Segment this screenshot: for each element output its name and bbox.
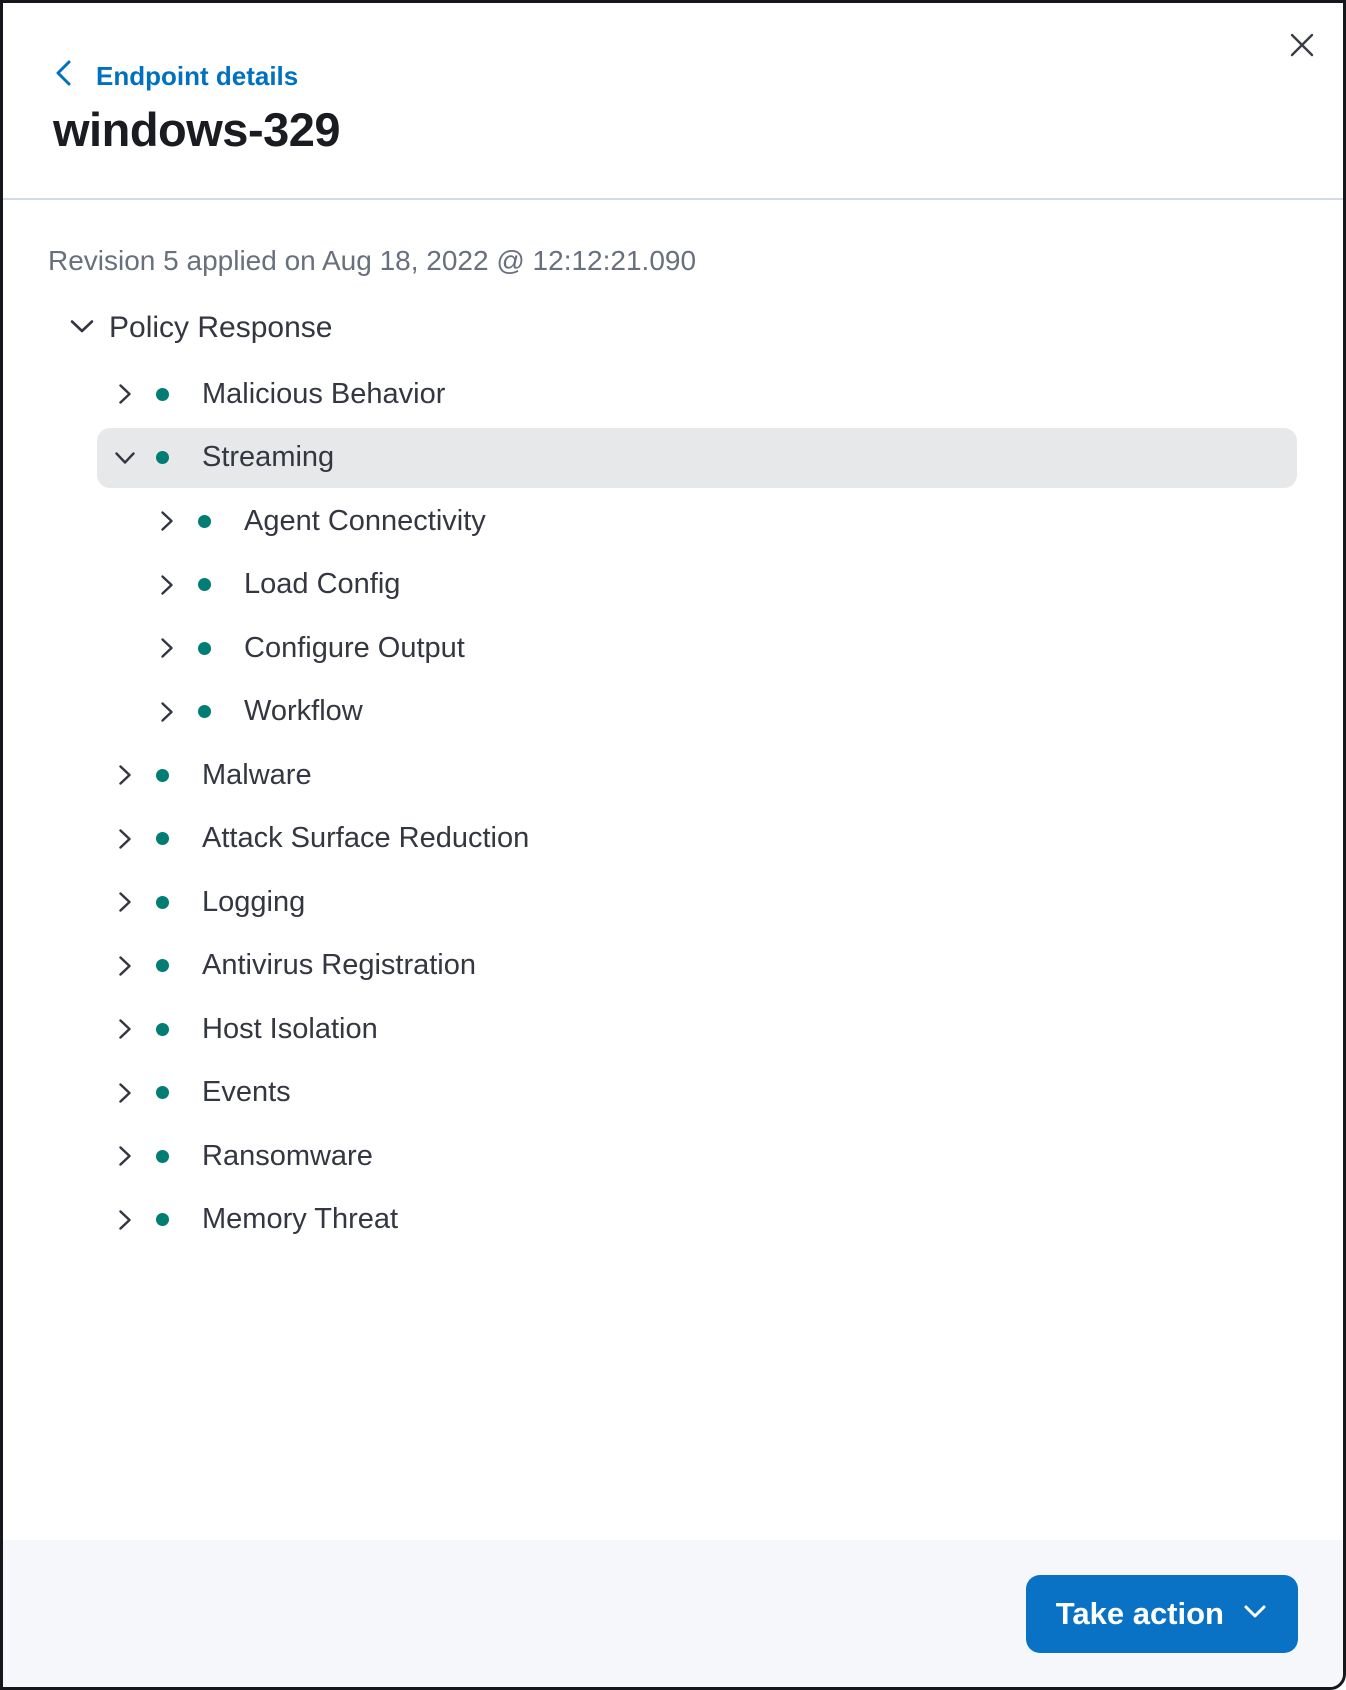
page-title: windows-329 [53,103,341,156]
take-action-button[interactable] [1026,1575,1298,1653]
chevron-right-icon[interactable] [113,382,137,406]
revision-note: Revision 5 applied on Aug 18, 2022 @ 12:12:21.090 [48,245,697,276]
tree-item-agent-connectivity[interactable]: Agent Connectivity [97,491,1297,551]
chevron-right-icon[interactable] [155,573,179,597]
chevron-right-icon[interactable] [155,636,179,660]
status-success-dot [156,388,169,401]
status-success-dot [156,1086,169,1099]
tree-item-events[interactable]: Events [97,1063,1297,1123]
tree-root-policy-response[interactable] [69,306,1298,350]
chevron-down-icon [1242,1596,1268,1632]
chevron-right-icon[interactable] [113,763,137,787]
tree-root-label: Policy Response [109,311,333,344]
close-icon [1290,33,1314,60]
back-link-label: Endpoint details [96,61,299,91]
status-success-dot [198,642,211,655]
tree-item-host-isolation[interactable]: Host Isolation [97,999,1297,1059]
status-success-dot [156,1213,169,1226]
status-success-dot [156,959,169,972]
chevron-right-icon[interactable] [113,1144,137,1168]
tree-item-malicious-behavior[interactable]: Malicious Behavior [97,364,1297,424]
tree-item-streaming[interactable]: Streaming [97,428,1297,488]
chevron-down-icon[interactable] [113,446,137,470]
chevron-right-icon[interactable] [113,890,137,914]
take-action-label: Take action [1055,1595,1224,1631]
chevron-right-icon[interactable] [113,954,137,978]
status-success-dot [156,1023,169,1036]
tree-item-logging[interactable]: Logging [97,872,1297,932]
status-success-dot [156,832,169,845]
status-success-dot [156,896,169,909]
tree-item-workflow[interactable]: Workflow [97,682,1297,742]
flyout-body [3,200,1343,1540]
tree-item-ransomware[interactable]: Ransomware [97,1126,1297,1186]
chevron-down-icon[interactable] [69,313,95,344]
close-button[interactable] [1279,23,1325,69]
chevron-right-icon[interactable] [113,1208,137,1232]
status-success-dot [156,769,169,782]
tree-item-load-config[interactable]: Load Config [97,555,1297,615]
status-success-dot [198,578,211,591]
status-success-dot [156,451,169,464]
chevron-left-icon [53,59,74,93]
tree-item-malware[interactable]: Malware [97,745,1297,805]
policy-tree-items [97,364,1297,1250]
chevron-right-icon[interactable] [155,509,179,533]
chevron-right-icon[interactable] [113,1017,137,1041]
flyout-header [3,3,1343,200]
chevron-right-icon[interactable] [113,827,137,851]
status-success-dot [156,1150,169,1163]
status-success-dot [198,515,211,528]
tree-item-memory-threat[interactable]: Memory Threat [97,1190,1297,1250]
status-success-dot [198,705,211,718]
tree-item-configure-output[interactable]: Configure Output [97,618,1297,678]
tree-item-antivirus-registration[interactable]: Antivirus Registration [97,936,1297,996]
chevron-right-icon[interactable] [113,1081,137,1105]
endpoint-details-back-link[interactable] [53,59,298,93]
tree-item-attack-surface-reduction[interactable]: Attack Surface Reduction [97,809,1297,869]
flyout-footer [3,1540,1343,1687]
chevron-right-icon[interactable] [155,700,179,724]
